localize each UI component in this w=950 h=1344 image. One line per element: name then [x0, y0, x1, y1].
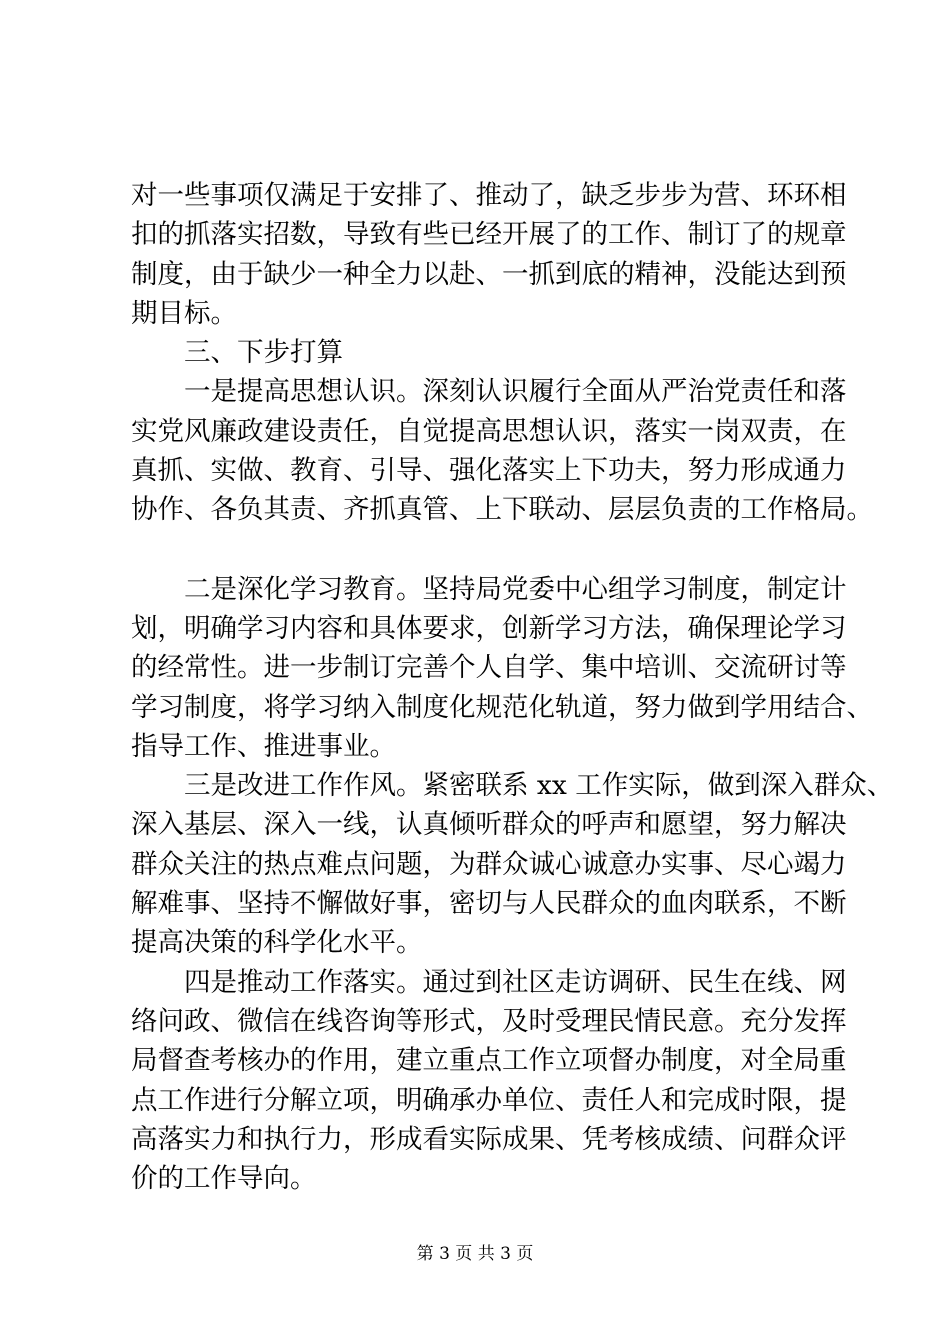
document-body [131, 176, 894, 1198]
paragraph-4-line: 价的工作导向。 [131, 1163, 317, 1195]
paragraph-4-line: 局督查考核办的作用，建立重点工作立项督办制度，对全局重 [131, 1045, 847, 1077]
paragraph-1-line: 实党风廉政建设责任，自觉提高思想认识，落实一岗双责，在 [131, 415, 847, 447]
paragraph-4-line: 四是推动工作落实。通过到社区走访调研、民生在线、网 [184, 966, 847, 998]
page-footer: 第 3 页 共 3 页 [416, 1244, 534, 1264]
paragraph-2-line: 学习制度，将学习纳入制度化规范化轨道，努力做到学用结合、 [131, 691, 873, 723]
paragraph-1-line: 一是提高思想认识。深刻认识履行全面从严治党责任和落 [184, 376, 847, 408]
paragraph-1-line: 真抓、实做、教育、引导、强化落实上下功夫，努力形成通力 [131, 455, 847, 487]
paragraph-4-line: 络问政、微信在线咨询等形式，及时受理民情民意。充分发挥 [131, 1005, 847, 1037]
paragraph-2-line: 划，明确学习内容和具体要求，创新学习方法，确保理论学习 [131, 612, 847, 644]
text-line: 制度，由于缺少一种全力以赴、一抓到底的精神，没能达到预 [131, 258, 847, 290]
paragraph-3-line: 解难事、坚持不懈做好事，密切与人民群众的血肉联系，不断 [131, 888, 847, 920]
text-line: 期目标。 [131, 297, 237, 329]
paragraph-3-line: 三是改进工作作风。紧密联系 xx 工作实际，做到深入群众、 [184, 770, 894, 802]
section-heading: 三、下步打算 [184, 337, 343, 369]
paragraph-4-line: 点工作进行分解立项，明确承办单位、责任人和完成时限，提 [131, 1084, 847, 1116]
text-line: 对一些事项仅满足于安排了、推动了，缺乏步步为营、环环相 [131, 180, 847, 211]
paragraph-3-line: 群众关注的热点难点问题，为群众诚心诚意办实事、尽心竭力 [131, 848, 847, 880]
paragraph-2-line: 的经常性。进一步制订完善个人自学、集中培训、交流研讨等 [131, 652, 847, 684]
paragraph-2-line: 二是深化学习教育。坚持局党委中心组学习制度，制定计 [184, 573, 847, 605]
paragraph-2-line: 指导工作、推进事业。 [131, 730, 396, 762]
paragraph-1-line: 协作、各负其责、齐抓真管、上下联动、层层负责的工作格局。 [131, 494, 873, 526]
paragraph-3-line: 深入基层、深入一线，认真倾听群众的呼声和愿望，努力解决 [131, 809, 847, 841]
paragraph-3-line: 提高决策的科学化水平。 [131, 927, 423, 959]
paragraph-gap [131, 530, 836, 570]
paragraph-4-line: 高落实力和执行力，形成看实际成果、凭考核成绩、问群众评 [131, 1123, 847, 1155]
text-line: 扣的抓落实招数，导致有些已经开展了的工作、制订了的规章 [131, 219, 847, 251]
